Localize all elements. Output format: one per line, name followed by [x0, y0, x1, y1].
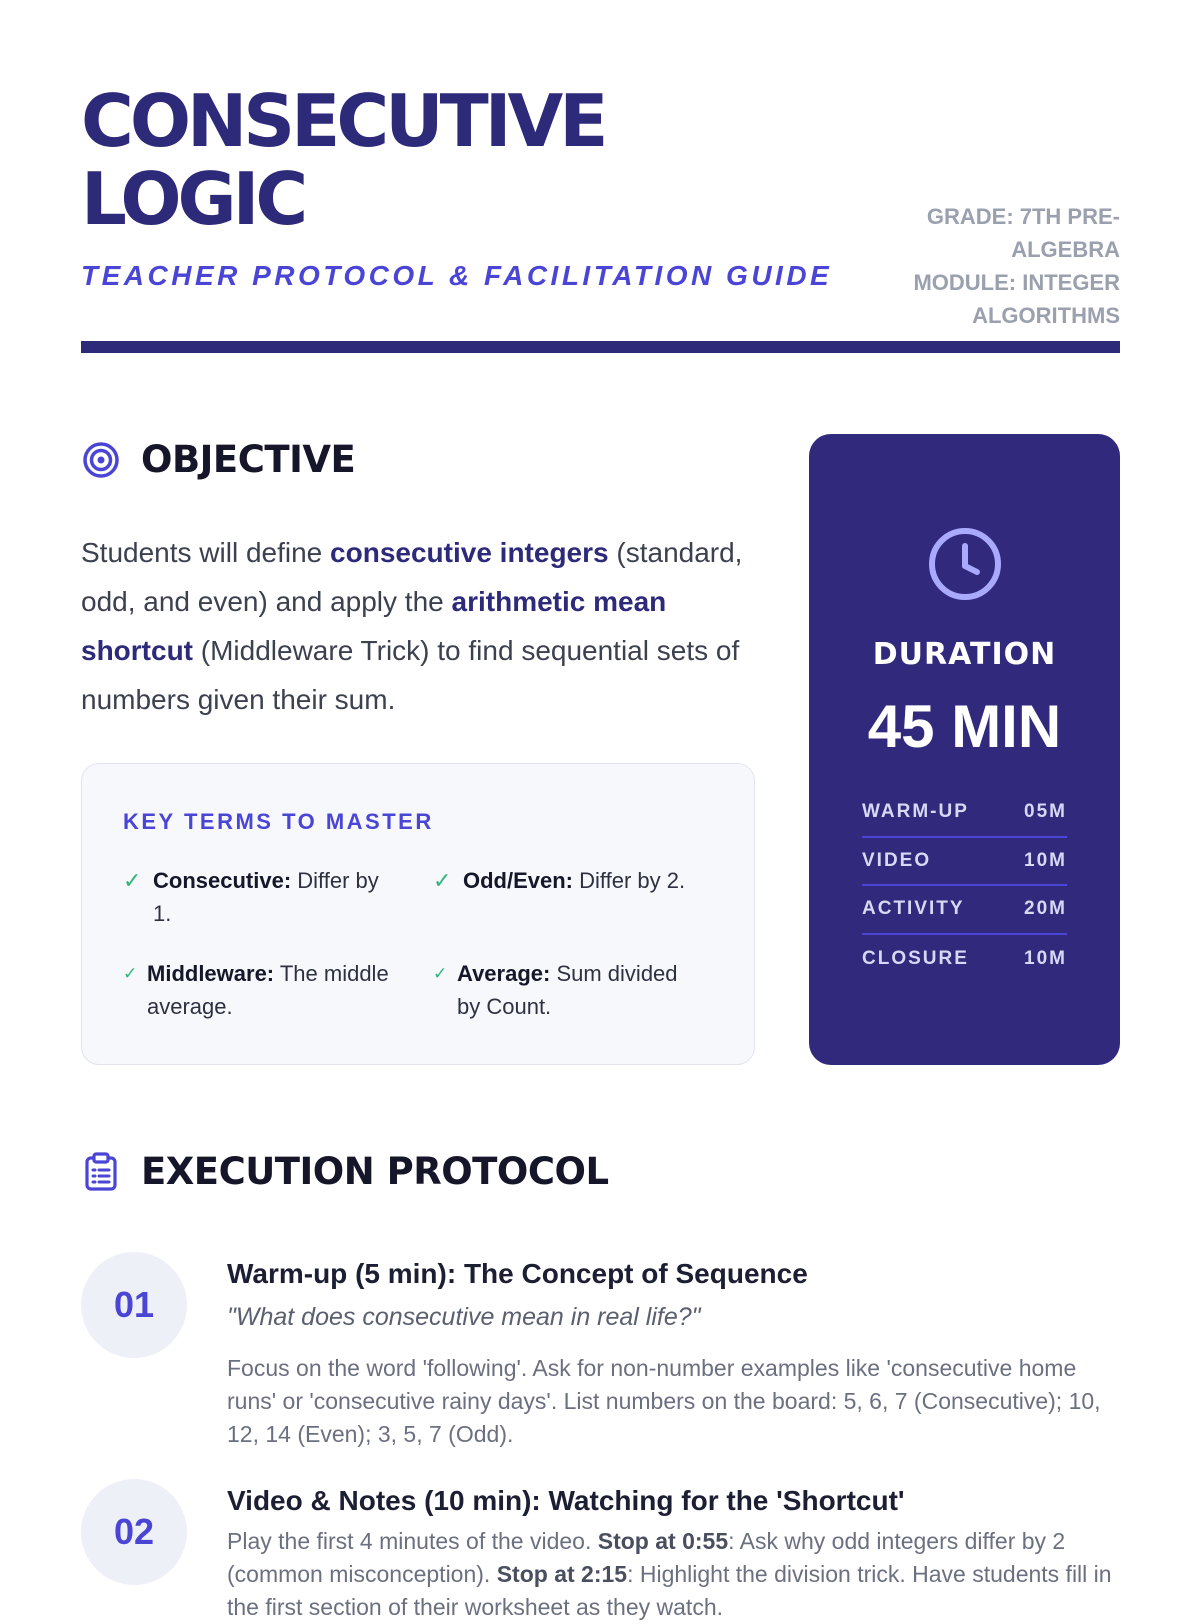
title-line-1: CONSECUTIVE: [81, 79, 605, 163]
step-number-badge: 01: [81, 1252, 187, 1358]
lesson-plan-page: [81, 0, 1120, 1620]
duration-value: 45 MIN: [867, 693, 1062, 760]
duration-card: [809, 434, 1120, 1065]
module-label-line-2: ALGORITHMS: [972, 303, 1120, 328]
lesson-meta: [820, 200, 1120, 332]
schedule-list: [862, 789, 1067, 983]
step-number-badge: 02: [81, 1479, 187, 1585]
key-term-name: Odd/Even:: [463, 868, 574, 893]
key-term-definition: Sum divided by Count.: [457, 961, 678, 1019]
key-term-name: Consecutive:: [153, 868, 292, 893]
schedule-phase: ACTIVITY: [862, 898, 965, 920]
key-terms-card: [81, 763, 755, 1065]
step-title: Video & Notes (10 min): Watching for the 'Shortcut': [227, 1485, 905, 1516]
check-icon: ✓: [123, 964, 138, 983]
key-term-definition: Differ by 1.: [153, 868, 379, 926]
schedule-phase: VIDEO: [862, 849, 932, 871]
check-icon: ✓: [123, 868, 142, 893]
page-subtitle: TEACHER PROTOCOL & FACILITATION GUIDE: [81, 260, 833, 291]
key-term-name: Average:: [457, 961, 551, 986]
schedule-row: [862, 789, 1067, 838]
schedule-time: 10M: [1024, 947, 1067, 969]
target-icon: [81, 440, 121, 480]
execution-protocol-heading-label: EXECUTION PROTOCOL: [141, 1150, 609, 1193]
step-text-part: : Highlight the division trick. Have students fill in the first section of their worksheet as they watch.: [227, 1561, 1112, 1620]
step-description: Focus on the word 'following'. Ask for non-number examples like 'consecutive home runs' or 'consecutive rainy days'. List numbers on the board: 5, 6, 7 (Consecutive); 10, 12, 14 (Even); 3, 5, 7 (Odd).: [227, 1355, 1101, 1447]
step-text-emphasis: Stop at 2:15: [496, 1561, 628, 1587]
objective-text-part: Students will define: [81, 537, 331, 568]
objective-text: [81, 528, 761, 724]
key-term-item: [123, 864, 393, 930]
key-term-definition: Differ by 2.: [573, 868, 686, 893]
execution-protocol-heading: [81, 1150, 609, 1193]
schedule-phase: WARM-UP: [862, 801, 969, 823]
schedule-time: 10M: [1024, 849, 1067, 871]
page-title: [81, 79, 841, 241]
key-term-item: [433, 957, 703, 1023]
step-text-part: Play the first 4 minutes of the video.: [227, 1528, 598, 1554]
duration-label: DURATION: [872, 637, 1057, 672]
schedule-row: [862, 886, 1067, 935]
objective-text-part: (standard, odd, and even) and apply the: [81, 537, 743, 617]
schedule-row: [862, 935, 1067, 984]
step-description: [227, 1525, 1120, 1624]
clipboard-icon: [81, 1152, 121, 1192]
objective-highlight: arithmetic mean shortcut: [81, 586, 667, 666]
objective-text-part: (Middleware Trick) to find sequential sets of numbers given their sum.: [81, 635, 740, 715]
key-term-item: [433, 864, 703, 897]
schedule-time: 05M: [1024, 801, 1067, 823]
key-term-item: [123, 957, 393, 1023]
clock-icon: [927, 526, 1003, 607]
header-divider: [81, 341, 1120, 353]
key-terms-title: KEY TERMS TO MASTER: [123, 809, 434, 834]
title-line-2: LOGIC: [81, 157, 305, 241]
check-icon: ✓: [433, 964, 448, 983]
step-text-emphasis: Stop at 0:55: [597, 1528, 729, 1554]
objective-highlight: consecutive integers: [330, 537, 609, 568]
module-label-line-1: MODULE: INTEGER: [913, 270, 1120, 295]
schedule-row: [862, 838, 1067, 887]
step-prompt-quote: "What does consecutive mean in real life?": [227, 1303, 701, 1331]
key-term-definition: The middle average.: [147, 961, 389, 1019]
check-icon: ✓: [433, 868, 452, 893]
step-title: Warm-up (5 min): The Concept of Sequence: [227, 1258, 808, 1289]
schedule-phase: CLOSURE: [862, 947, 969, 969]
grade-label: GRADE: 7TH PRE-ALGEBRA: [926, 204, 1120, 262]
objective-heading: [81, 438, 355, 481]
objective-heading-label: OBJECTIVE: [141, 438, 356, 481]
key-term-name: Middleware:: [147, 961, 275, 986]
step-text-part: : Ask why odd integers differ by 2 (common misconception).: [227, 1528, 1066, 1587]
schedule-time: 20M: [1024, 898, 1067, 920]
